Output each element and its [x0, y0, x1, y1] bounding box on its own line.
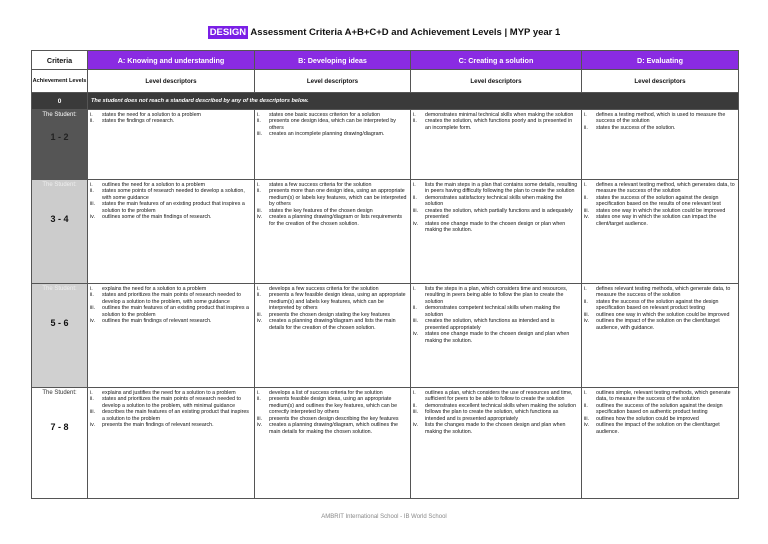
descriptor-item: states the need for a solution to a problem	[102, 112, 201, 118]
level-zero: 0	[32, 93, 88, 110]
descriptor-item: states some points of research needed to develop a solution, with some guidance	[102, 188, 245, 201]
descriptor-cell-a	[88, 284, 255, 388]
descriptor-cell-c	[411, 110, 582, 180]
level-range: 5 - 6	[50, 318, 69, 328]
descriptor-item: lists the main steps in a plan that contains some details, resulting in peers having difficulty following the plan to create the solution	[425, 182, 578, 195]
level-zero-row	[32, 93, 739, 110]
descriptor-item: demonstrates excellent technical skills when making the solution	[425, 402, 577, 409]
descriptor-item: states a few success criteria for the solution	[269, 182, 372, 188]
level-range: 1 - 2	[50, 132, 69, 142]
descriptor-list	[88, 388, 254, 429]
descriptor-list	[255, 284, 410, 331]
descriptor-cell-b	[255, 388, 411, 499]
descriptor-item: describes the main features of an existing product that inspires a solution to the problem	[102, 409, 249, 422]
descriptor-item: states one way in which the solution could be improved	[596, 207, 726, 214]
descriptor-item: demonstrates competent technical skills when making the solution	[425, 305, 561, 318]
student-label: The Student:	[42, 182, 77, 188]
descriptor-item: presents a few feasible design ideas, using an appropriate medium(s) and labels key features, which can be interpreted by others	[269, 292, 406, 312]
level-cell	[32, 284, 88, 388]
descriptor-list	[255, 110, 410, 138]
student-label: The Student:	[42, 112, 77, 118]
descriptor-item: defines a relevant testing method, which generates data, to measure the success of the solution	[596, 182, 735, 195]
student-label: The Student:	[42, 390, 77, 396]
descriptor-cell-c	[411, 180, 582, 284]
descriptor-list	[411, 284, 581, 344]
descriptor-item: states one way in which the solution can impact the client/target audience.	[596, 214, 717, 227]
descriptor-item: states and prioritizes the main points of research needed to develop a solution to the problem, with minimal guidance	[102, 396, 241, 409]
level-row	[32, 180, 739, 284]
descriptor-item: demonstrates minimal technical skills when making the solution	[425, 112, 574, 118]
descriptor-item: lists the steps in a plan, which considers time and resources, resulting in peers being able to follow the plan to create the solution	[425, 286, 568, 305]
level-cell	[32, 180, 88, 284]
descriptor-cell-d	[582, 110, 739, 180]
level-row	[32, 284, 739, 388]
footer-text: AMBRIT International School - IB World School	[321, 514, 447, 520]
descriptor-list	[88, 110, 254, 125]
descriptor-cell-b	[255, 110, 411, 180]
student-label: The Student:	[42, 286, 77, 292]
header-row	[32, 51, 739, 70]
subheader-row	[32, 70, 739, 93]
descriptor-item: outlines the success of the solution against the design specification based on authentic product testing	[596, 402, 723, 416]
descriptor-item: creates a planning drawing/diagram or lists requirements for the creation of the chosen solution.	[269, 214, 403, 227]
descriptor-item: creates a planning drawing/diagram, which outlines the main details for making the chosen solution.	[269, 422, 398, 435]
descriptor-item: presents feasible design ideas, using an appropriate medium(s) and outlines the key features, which can be correctly interpreted by others	[269, 396, 398, 416]
descriptor-item: outlines simple, relevant testing methods, which generate data, to measure the success of the solution	[596, 390, 731, 403]
descriptor-item: presents more than one design idea, using an appropriate medium(s) or labels key features, which can be interpreted by others	[269, 188, 407, 208]
level-range: 7 - 8	[50, 422, 69, 432]
criterion-b-header: B: Developing ideas	[255, 51, 411, 70]
descriptor-cell-a	[88, 388, 255, 499]
descriptor-cell-b	[255, 180, 411, 284]
descriptor-list	[411, 180, 581, 234]
descriptor-item: develops a few success criteria for the solution	[269, 286, 379, 292]
descriptor-list	[88, 284, 254, 325]
descriptor-item: defines a testing method, which is used to measure the success of the solution	[596, 112, 726, 125]
descriptor-list	[255, 388, 410, 435]
descriptor-cell-a	[88, 180, 255, 284]
descriptor-item: states one change made to the chosen design and plan when making the solution.	[425, 331, 570, 344]
descriptor-item: creates the solution, which partially functions and is adequately presented	[425, 207, 573, 221]
descriptor-item: states one change made to the chosen design or plan when making the solution.	[425, 220, 566, 234]
descriptor-list	[582, 284, 738, 331]
descriptor-item: outlines one way in which the solution could be improved	[596, 311, 730, 318]
level-cell	[32, 388, 88, 499]
descriptor-list	[582, 388, 738, 435]
level-row	[32, 110, 739, 180]
descriptor-item: states the success of the solution against the design specification based on relevant product testing	[596, 298, 719, 312]
descriptor-item: outlines the main features of an existing product that inspires a solution to the problem	[102, 305, 249, 318]
criterion-d-header: D: Evaluating	[582, 51, 739, 70]
descriptor-cell-b	[255, 284, 411, 388]
descriptor-item: outlines the main findings of relevant research.	[102, 318, 212, 325]
descriptor-item: presents one design idea, which can be interpreted by others	[269, 118, 396, 131]
level-zero-text: The student does not reach a standard described by any of the descriptors below.	[88, 93, 739, 110]
descriptor-item: outlines how the solution could be improved	[596, 415, 699, 422]
page-title	[0, 27, 768, 38]
descriptor-item: develops a list of success criteria for the solution	[269, 390, 383, 396]
criteria-header: Criteria	[32, 51, 88, 70]
level-descriptors-label: Level descriptors	[582, 70, 739, 93]
title-text: Assessment Criteria A+B+C+D and Achievement Levels | MYP year 1	[250, 27, 561, 38]
descriptor-list	[582, 110, 738, 131]
level-descriptors-label: Level descriptors	[88, 70, 255, 93]
level-descriptors-label: Level descriptors	[411, 70, 582, 93]
descriptor-item: creates an incomplete planning drawing/diagram.	[269, 131, 385, 138]
descriptor-item: states one basic success criterion for a solution	[269, 112, 380, 118]
descriptor-list	[411, 110, 581, 131]
descriptor-item: outlines the impact of the solution on the client/target audience.	[596, 422, 720, 435]
descriptor-cell-d	[582, 284, 739, 388]
descriptor-item: lists the changes made to the chosen design and plan when making the solution.	[425, 422, 566, 435]
descriptor-list	[582, 180, 738, 227]
descriptor-item: states the key features of the chosen design	[269, 207, 373, 214]
descriptor-item: states the success of the solution.	[596, 124, 676, 131]
descriptor-item: presents the chosen design describing the key features	[269, 415, 399, 422]
descriptor-item: presents the chosen design stating the key features	[269, 311, 391, 318]
descriptor-item: presents the main findings of relevant research.	[102, 422, 214, 429]
achievement-levels-label: Achievement Levels	[32, 70, 88, 93]
descriptor-item: outlines some of the main findings of research.	[102, 214, 212, 221]
descriptor-list	[255, 180, 410, 227]
descriptor-item: outlines a plan, which considers the use of resources and time, sufficient for peers to be able to follow to create the solution	[425, 390, 573, 403]
descriptor-cell-a	[88, 110, 255, 180]
descriptor-item: creates the solution, which functions as intended and is presented appropriately	[425, 318, 555, 331]
descriptor-item: states and prioritizes the main points of research needed to develop a solution to the problem, with some guidance	[102, 292, 241, 305]
descriptor-item: defines relevant testing methods, which generate data, to measure the success of the solution	[596, 286, 731, 299]
level-row	[32, 388, 739, 499]
descriptor-item: states the main features of an existing product that inspires a solution to the problem	[102, 201, 245, 214]
descriptor-cell-d	[582, 180, 739, 284]
descriptor-cell-c	[411, 388, 582, 499]
design-tag: DESIGN	[209, 27, 247, 38]
descriptor-item: outlines the need for a solution to a problem	[102, 182, 206, 188]
level-descriptors-label: Level descriptors	[255, 70, 411, 93]
descriptor-item: demonstrates satisfactory technical skills when making the solution	[425, 194, 563, 208]
descriptor-cell-c	[411, 284, 582, 388]
descriptor-item: states the success of the solution against the design specification based on the results of one relevant test	[596, 194, 721, 208]
descriptor-list	[411, 388, 581, 435]
level-rows	[32, 110, 739, 499]
level-cell	[32, 110, 88, 180]
descriptor-item: states the findings of research.	[102, 118, 175, 125]
descriptor-list	[88, 180, 254, 221]
descriptor-item: follows the plan to create the solution, which functions as intended and is presented appropriately	[425, 409, 559, 422]
criterion-a-header: A: Knowing and understanding	[88, 51, 255, 70]
descriptor-item: explains and justifies the need for a solution to a problem	[102, 390, 236, 396]
descriptor-item: outlines the impact of the solution on the client/target audience, with guidance.	[596, 318, 720, 331]
descriptor-cell-d	[582, 388, 739, 499]
descriptor-item: creates a planning drawing/diagram and lists the main details for the creation of the chosen solution.	[269, 318, 396, 331]
assessment-table	[31, 50, 739, 499]
level-range: 3 - 4	[50, 214, 69, 224]
descriptor-item: explains the need for a solution to a problem	[102, 286, 207, 292]
descriptor-item: creates the solution, which functions poorly and is presented in an incomplete form.	[425, 118, 573, 131]
criterion-c-header: C: Creating a solution	[411, 51, 582, 70]
